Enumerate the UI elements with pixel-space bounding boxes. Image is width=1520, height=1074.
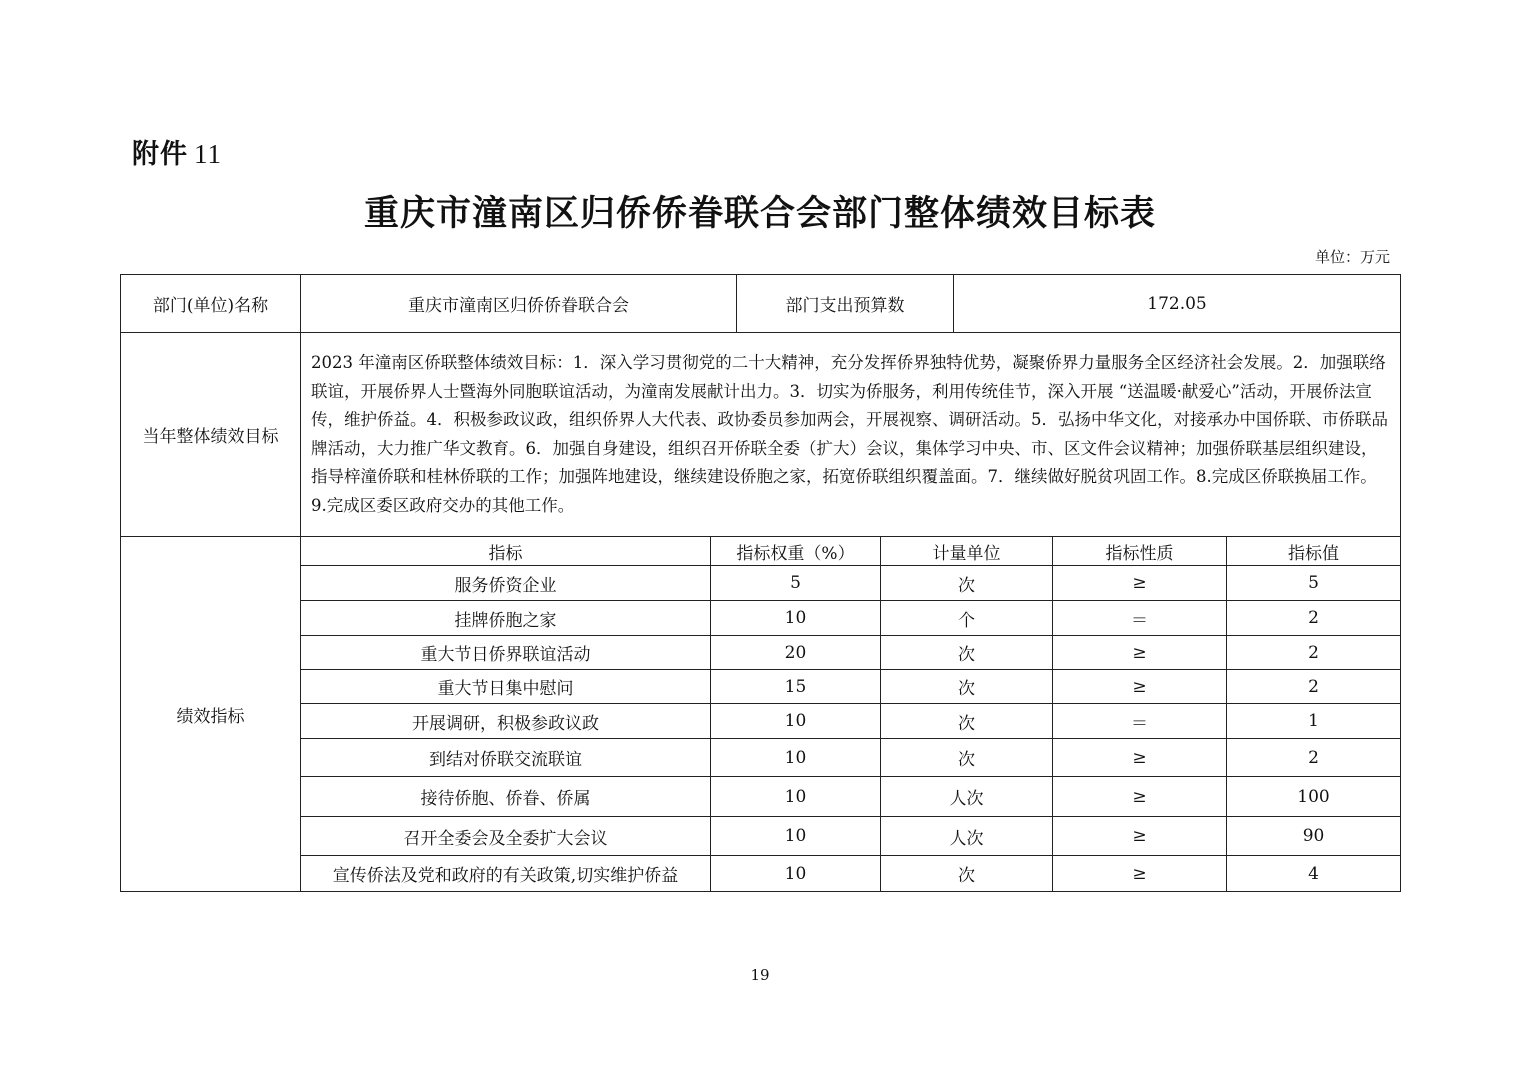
indicator-unit: 次 <box>881 636 1053 670</box>
indicator-value: 2 <box>1227 670 1401 704</box>
indicator-value: 4 <box>1227 856 1401 892</box>
attachment-word: 附件 <box>132 139 188 170</box>
dept-value-cell: 重庆市潼南区归侨侨眷联合会 <box>301 275 737 333</box>
indicator-weight: 10 <box>711 739 881 777</box>
indicator-unit: 人次 <box>881 817 1053 856</box>
indicator-name: 重大节日侨界联谊活动 <box>301 636 711 670</box>
unit-label: 单位：万元 <box>1314 248 1390 266</box>
indicator-name: 挂牌侨胞之家 <box>301 601 711 636</box>
header-nature: 指标性质 <box>1053 537 1227 566</box>
indicator-nature: ≥ <box>1053 636 1227 670</box>
performance-table <box>120 274 1401 892</box>
indicator-weight: 15 <box>711 670 881 704</box>
summary-row <box>121 275 1401 333</box>
indicator-value: 2 <box>1227 636 1401 670</box>
attachment-label <box>132 132 222 171</box>
indicator-nature: ≥ <box>1053 856 1227 892</box>
page-number: 19 <box>750 966 770 984</box>
indicator-nature: ＝ <box>1053 704 1227 739</box>
goal-label-cell: 当年整体绩效目标 <box>121 333 301 537</box>
table-row <box>121 670 1401 704</box>
indicator-nature: ≥ <box>1053 817 1227 856</box>
header-weight: 指标权重（%） <box>711 537 881 566</box>
indicator-name: 开展调研，积极参政议政 <box>301 704 711 739</box>
indicator-name: 重大节日集中慰问 <box>301 670 711 704</box>
indicator-value: 5 <box>1227 566 1401 601</box>
indicator-unit: 次 <box>881 856 1053 892</box>
indicator-name: 接待侨胞、侨眷、侨属 <box>301 777 711 817</box>
indicator-value: 2 <box>1227 601 1401 636</box>
table-row <box>121 739 1401 777</box>
indicator-value: 1 <box>1227 704 1401 739</box>
indicator-weight: 5 <box>711 566 881 601</box>
indicator-unit: 次 <box>881 739 1053 777</box>
indicator-unit: 次 <box>881 566 1053 601</box>
indicator-name: 到结对侨联交流联谊 <box>301 739 711 777</box>
indicator-unit: 个 <box>881 601 1053 636</box>
indicator-weight: 10 <box>711 601 881 636</box>
table-row <box>121 566 1401 601</box>
dept-label-cell: 部门(单位)名称 <box>121 275 301 333</box>
indicator-name: 服务侨资企业 <box>301 566 711 601</box>
page-title: 重庆市潼南区归侨侨眷联合会部门整体绩效目标表 <box>363 193 1156 234</box>
attachment-number: 11 <box>194 139 222 169</box>
header-indicator: 指标 <box>301 537 711 566</box>
header-unit: 计量单位 <box>881 537 1053 566</box>
indicator-nature: ≥ <box>1053 739 1227 777</box>
indicator-header-row <box>121 537 1401 566</box>
budget-value-cell: 172.05 <box>954 275 1401 333</box>
indicator-nature: ＝ <box>1053 601 1227 636</box>
indicator-value: 2 <box>1227 739 1401 777</box>
indicator-nature: ≥ <box>1053 670 1227 704</box>
goal-text-cell: 2023 年潼南区侨联整体绩效目标：1．深入学习贯彻党的二十大精神，充分发挥侨界独特优势，凝聚侨界力量服务全区经济社会发展。2．加强联络联谊，开展侨界人士暨海外同胞联谊活动，为潼南发展献计出力。3．切实为侨服务，利用传统佳节，深入开展 “送温暖·献爱心”活动，开展侨法宣传，维护侨益。4．积极参政议政，组织侨界人大代表、政协委员参加两会，开展视察、调研活动。5．弘扬中华文化，对接承办中国侨联、市侨联品牌活动，大力推广华文教育。6．加强自身建设，组织召开侨联全委（扩大）会议，集体学习中央、市、区文件会议精神；加强侨联基层组织建设，指导梓潼侨联和桂林侨联的工作；加强阵地建设，继续建设侨胞之家，拓宽侨联组织覆盖面。7．继续做好脱贫巩固工作。8.完成区侨联换届工作。9.完成区委区政府交办的其他工作。 <box>301 333 1401 537</box>
indicator-unit: 次 <box>881 704 1053 739</box>
indicator-weight: 10 <box>711 817 881 856</box>
budget-label-cell: 部门支出预算数 <box>737 275 954 333</box>
indicator-nature: ≥ <box>1053 777 1227 817</box>
indicator-name: 宣传侨法及党和政府的有关政策,切实维护侨益 <box>301 856 711 892</box>
indicator-label-cell: 绩效指标 <box>121 537 301 892</box>
indicator-unit: 人次 <box>881 777 1053 817</box>
table-row <box>121 777 1401 817</box>
indicator-weight: 10 <box>711 704 881 739</box>
table-row <box>121 601 1401 636</box>
table-row <box>121 856 1401 892</box>
header-value: 指标值 <box>1227 537 1401 566</box>
indicator-value: 100 <box>1227 777 1401 817</box>
indicator-weight: 10 <box>711 777 881 817</box>
indicator-name: 召开全委会及全委扩大会议 <box>301 817 711 856</box>
indicator-weight: 10 <box>711 856 881 892</box>
indicator-weight: 20 <box>711 636 881 670</box>
goal-row <box>121 333 1401 537</box>
indicator-nature: ≥ <box>1053 566 1227 601</box>
indicator-unit: 次 <box>881 670 1053 704</box>
indicator-value: 90 <box>1227 817 1401 856</box>
table-row <box>121 817 1401 856</box>
table-row <box>121 636 1401 670</box>
table-row <box>121 704 1401 739</box>
